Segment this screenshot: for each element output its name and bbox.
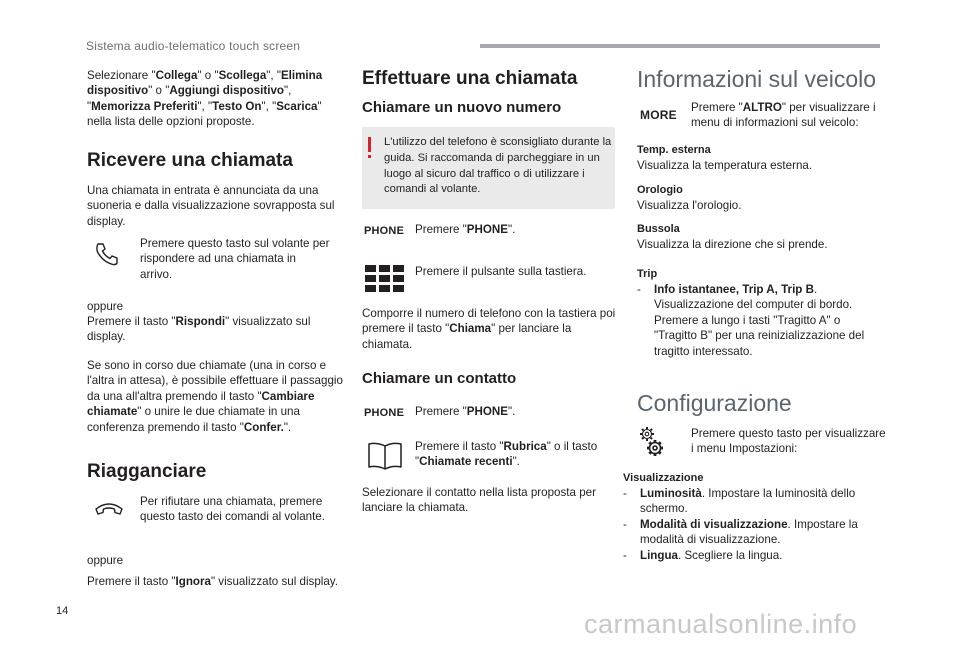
hangup-icon-text: Per rifiutare una chiamata, premere questo tasto dei comandi al volante. — [140, 495, 325, 524]
address-book-icon — [366, 441, 404, 471]
more-key-icon: MORE — [640, 108, 677, 122]
keypad-text: Premere il pulsante sulla tastiera. — [415, 265, 587, 278]
temp-text: Visualizza la temperatura esterna. — [637, 159, 813, 172]
press-more: Premere "ALTRO" per visualizzare i menu di informazioni sul veicolo: — [691, 101, 876, 130]
compass-text: Visualizza la direzione che si prende. — [637, 238, 828, 251]
trip-title: Trip — [637, 268, 658, 280]
heading-make-call: Effettuare una chiamata — [362, 68, 578, 89]
header-divider — [480, 44, 880, 48]
phone-answer-icon — [93, 240, 121, 268]
press-answer: Premere il tasto "Rispondi" visualizzato sul display. — [87, 315, 311, 344]
keypad-icon — [365, 265, 405, 294]
compass-title: Bussola — [637, 223, 680, 235]
phone-key-icon-2: PHONE — [364, 407, 405, 419]
display-title: Visualizzazione — [623, 472, 704, 484]
press-rubrica: Premere il tasto "Rubrica" o il tasto "Chiamate recenti". — [415, 440, 598, 469]
heading-receive-call: Ricevere una chiamata — [87, 150, 293, 171]
compose-para: Comporre il numero di telefono con la tastiera poi premere il tasto "Chiama" per lanciare la chiamata. — [362, 307, 616, 351]
phone-key-icon: PHONE — [364, 225, 405, 237]
receive-para: Una chiamata in entrata è annunciata da una suoneria e dalla visualizzazione sovrapposta sul display. — [87, 184, 335, 228]
settings-gear-icon — [638, 425, 664, 459]
watermark: carmanualsonline.info — [584, 609, 858, 639]
oppure-2: oppure — [87, 554, 124, 567]
answer-icon-text: Premere questo tasto sul volante per rispondere ad una chiamata in arrivo. — [140, 237, 330, 281]
section-title: Sistema audio-telematico touch screen — [86, 39, 301, 53]
clock-text: Visualizza l'orologio. — [637, 199, 742, 212]
warning-exclamation-icon — [368, 137, 371, 152]
warning-box — [362, 127, 615, 209]
press-phone-1: Premere "PHONE". — [415, 223, 516, 236]
select-contact-text: Selezionare il contatto nella lista proposta per lanciare la chiamata. — [362, 486, 596, 515]
oppure-1: oppure — [87, 300, 124, 313]
warning-text: L'utilizzo del telefono è sconsigliato durante la guida. Si raccomanda di parcheggiare in un luogo al sicuro dal traffico o di utilizzare i comandi al volante. — [384, 136, 612, 196]
heading-vehicle-info: Informazioni sul veicolo — [637, 66, 877, 92]
press-ignore: Premere il tasto "Ignora" visualizzato sul display. — [87, 575, 338, 588]
two-calls-para: Se sono in corso due chiamate (una in corso e l'altra in attesa), è possibile effettuare il passaggio da una all'altra premendo il tasto "Cambiare chiamate" o unire le due chiamate in una conferenza premendo il tasto "Confer.". — [87, 359, 343, 434]
page-number: 14 — [56, 605, 69, 617]
subheading-contact: Chiamare un contatto — [362, 370, 517, 387]
temp-title: Temp. esterna — [637, 144, 711, 156]
subheading-new-number: Chiamare un nuovo numero — [362, 99, 562, 116]
gear-text: Premere questo tasto per visualizzare i menu Impostazioni: — [691, 427, 886, 456]
press-phone-2: Premere "PHONE". — [415, 405, 516, 418]
clock-title: Orologio — [637, 184, 683, 196]
options-intro: Selezionare "Collega" o "Scollega", "Elimina dispositivo" o "Aggiungi dispositivo", "Memorizza Preferiti", "Testo On", "Scarica" nella lista delle opzioni proposte. — [87, 69, 323, 129]
phone-hangup-icon — [93, 497, 125, 519]
heading-hangup: Riagganciare — [87, 461, 207, 482]
heading-configuration: Configurazione — [637, 390, 792, 416]
